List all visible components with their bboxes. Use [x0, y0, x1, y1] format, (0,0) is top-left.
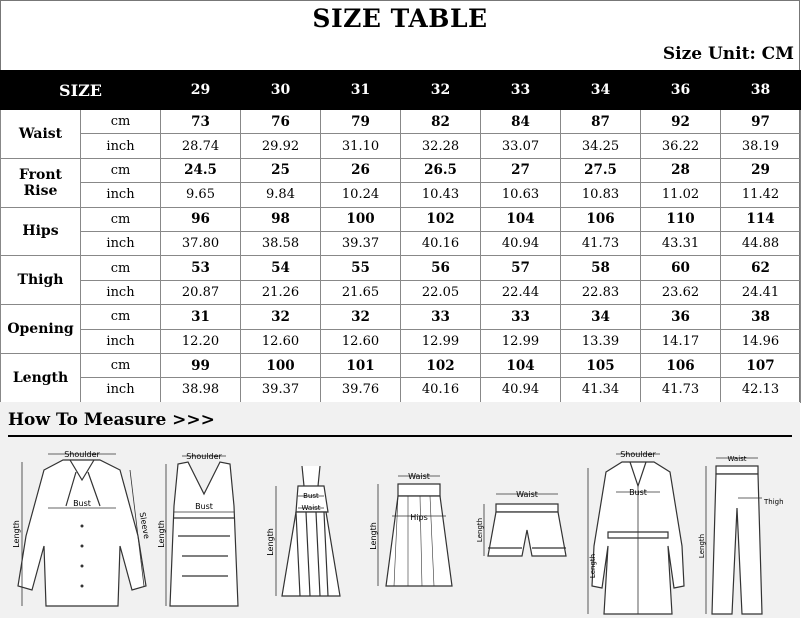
size-column-header: 29 [161, 71, 241, 110]
length-label: Length [698, 533, 706, 559]
size-value-cell: 34 [561, 305, 641, 329]
size-header: SIZE [1, 71, 161, 110]
size-value-cell: 12.20 [161, 329, 241, 353]
size-value-cell: 57 [481, 256, 561, 280]
bust-label: Bust [73, 499, 91, 508]
size-value-cell: 34.25 [561, 134, 641, 158]
table-row [1, 353, 801, 377]
size-value-cell: 12.60 [241, 329, 321, 353]
size-value-cell: 33 [401, 305, 481, 329]
unit-cell: inch [81, 378, 161, 402]
skirt-icon [368, 446, 468, 616]
size-value-cell: 9.65 [161, 183, 241, 207]
size-value-cell: 40.16 [401, 378, 481, 402]
size-value-cell: 20.87 [161, 280, 241, 304]
size-value-cell: 12.99 [401, 329, 481, 353]
size-value-cell: 39.37 [241, 378, 321, 402]
divider [8, 435, 792, 437]
size-column-header: 33 [481, 71, 561, 110]
hips-label: Hips [410, 513, 428, 522]
how-to-measure-title: How To Measure >>> [8, 410, 215, 430]
sleeve-label: Sleeve [137, 511, 152, 540]
size-value-cell: 36.22 [641, 134, 721, 158]
size-value-cell: 9.84 [241, 183, 321, 207]
size-value-cell: 25 [241, 158, 321, 182]
size-value-cell: 32 [241, 305, 321, 329]
how-to-measure-section [0, 402, 800, 618]
unit-cell: inch [81, 280, 161, 304]
table-header-row [1, 71, 801, 110]
size-value-cell: 41.34 [561, 378, 641, 402]
size-value-cell: 22.05 [401, 280, 481, 304]
size-value-cell: 28 [641, 158, 721, 182]
tank-top-icon [158, 446, 250, 616]
table-row [1, 134, 801, 158]
size-value-cell: 55 [321, 256, 401, 280]
unit-cell: cm [81, 353, 161, 377]
size-value-cell: 13.39 [561, 329, 641, 353]
unit-cell: cm [81, 158, 161, 182]
trousers-icon [698, 446, 794, 618]
size-value-cell: 102 [401, 207, 481, 231]
size-value-cell: 24.41 [721, 280, 801, 304]
size-value-cell: 21.26 [241, 280, 321, 304]
table-row [1, 378, 801, 402]
size-value-cell: 38.58 [241, 231, 321, 255]
table-row [1, 110, 801, 134]
size-value-cell: 10.83 [561, 183, 641, 207]
size-value-cell: 10.63 [481, 183, 561, 207]
size-value-cell: 26 [321, 158, 401, 182]
size-unit-label: Size Unit: CM [662, 44, 794, 64]
unit-cell: inch [81, 183, 161, 207]
size-column-header: 30 [241, 71, 321, 110]
size-value-cell: 12.99 [481, 329, 561, 353]
size-value-cell: 27 [481, 158, 561, 182]
size-value-cell: 104 [481, 207, 561, 231]
size-value-cell: 87 [561, 110, 641, 134]
size-value-cell: 33.07 [481, 134, 561, 158]
table-row [1, 256, 801, 280]
unit-cell: cm [81, 207, 161, 231]
measurement-label: Hips [1, 207, 81, 256]
size-value-cell: 42.13 [721, 378, 801, 402]
size-value-cell: 40.94 [481, 378, 561, 402]
size-column-header: 38 [721, 71, 801, 110]
size-value-cell: 106 [561, 207, 641, 231]
table-row [1, 158, 801, 182]
size-value-cell: 44.88 [721, 231, 801, 255]
length-label: Length [157, 520, 166, 548]
thigh-label: Thigh [764, 498, 784, 506]
size-value-cell: 11.02 [641, 183, 721, 207]
length-label: Length [369, 522, 378, 550]
size-value-cell: 38.19 [721, 134, 801, 158]
size-value-cell: 98 [241, 207, 321, 231]
size-value-cell: 82 [401, 110, 481, 134]
unit-cell: inch [81, 231, 161, 255]
size-value-cell: 12.60 [321, 329, 401, 353]
bust-label: Bust [195, 502, 213, 511]
size-value-cell: 76 [241, 110, 321, 134]
unit-cell: cm [81, 305, 161, 329]
size-value-cell: 23.62 [641, 280, 721, 304]
size-value-cell: 100 [241, 353, 321, 377]
size-column-header: 34 [561, 71, 641, 110]
size-value-cell: 27.5 [561, 158, 641, 182]
size-value-cell: 104 [481, 353, 561, 377]
size-value-cell: 33 [481, 305, 561, 329]
size-value-cell: 41.73 [561, 231, 641, 255]
measurement-label: Thigh [1, 256, 81, 305]
size-value-cell: 22.83 [561, 280, 641, 304]
table-row [1, 231, 801, 255]
size-value-cell: 32 [321, 305, 401, 329]
size-value-cell: 38.98 [161, 378, 241, 402]
size-value-cell: 14.17 [641, 329, 721, 353]
size-value-cell: 60 [641, 256, 721, 280]
coat-icon [586, 446, 690, 618]
size-value-cell: 38 [721, 305, 801, 329]
length-label: Length [589, 553, 597, 579]
shoulder-label: Shoulder [620, 450, 656, 459]
size-value-cell: 58 [561, 256, 641, 280]
size-value-cell: 101 [321, 353, 401, 377]
size-value-cell: 31 [161, 305, 241, 329]
waist-label: Waist [727, 455, 747, 463]
size-value-cell: 107 [721, 353, 801, 377]
size-value-cell: 105 [561, 353, 641, 377]
size-value-cell: 31.10 [321, 134, 401, 158]
table-row [1, 305, 801, 329]
size-value-cell: 14.96 [721, 329, 801, 353]
size-value-cell: 54 [241, 256, 321, 280]
size-value-cell: 110 [641, 207, 721, 231]
size-value-cell: 40.16 [401, 231, 481, 255]
size-value-cell: 97 [721, 110, 801, 134]
size-value-cell: 37.80 [161, 231, 241, 255]
size-value-cell: 56 [401, 256, 481, 280]
unit-cell: inch [81, 329, 161, 353]
table-row [1, 329, 801, 353]
size-column-header: 32 [401, 71, 481, 110]
size-value-cell: 28.74 [161, 134, 241, 158]
length-label: Length [12, 520, 21, 548]
size-value-cell: 53 [161, 256, 241, 280]
size-value-cell: 114 [721, 207, 801, 231]
size-value-cell: 92 [641, 110, 721, 134]
size-value-cell: 84 [481, 110, 561, 134]
table-row [1, 207, 801, 231]
shorts-icon [478, 446, 574, 616]
size-value-cell: 24.5 [161, 158, 241, 182]
page-title: SIZE TABLE [312, 4, 488, 33]
size-column-header: 36 [641, 71, 721, 110]
size-value-cell: 29.92 [241, 134, 321, 158]
size-value-cell: 32.28 [401, 134, 481, 158]
size-value-cell: 10.24 [321, 183, 401, 207]
measurement-label: Length [1, 353, 81, 402]
size-value-cell: 39.37 [321, 231, 401, 255]
measurement-label: Waist [1, 110, 81, 159]
unit-cell: cm [81, 256, 161, 280]
size-value-cell: 106 [641, 353, 721, 377]
size-value-cell: 79 [321, 110, 401, 134]
size-value-cell: 100 [321, 207, 401, 231]
size-column-header: 31 [321, 71, 401, 110]
bust-label: Bust [303, 492, 319, 500]
size-value-cell: 62 [721, 256, 801, 280]
waist-label: Waist [516, 490, 538, 499]
unit-cell: cm [81, 110, 161, 134]
unit-cell: inch [81, 134, 161, 158]
length-label: Length [266, 528, 275, 556]
size-value-cell: 102 [401, 353, 481, 377]
waist-label: Waist [408, 472, 430, 481]
size-value-cell: 22.44 [481, 280, 561, 304]
size-value-cell: 10.43 [401, 183, 481, 207]
length-label: Length [476, 517, 484, 543]
size-value-cell: 96 [161, 207, 241, 231]
shoulder-label: Shoulder [186, 452, 222, 461]
size-value-cell: 73 [161, 110, 241, 134]
size-value-cell: 41.73 [641, 378, 721, 402]
measurement-label: Front Rise [1, 158, 81, 207]
measurement-label: Opening [1, 305, 81, 354]
dress-icon [262, 446, 360, 616]
table-row [1, 183, 801, 207]
size-value-cell: 26.5 [401, 158, 481, 182]
size-value-cell: 36 [641, 305, 721, 329]
size-value-cell: 99 [161, 353, 241, 377]
size-value-cell: 39.76 [321, 378, 401, 402]
table-row [1, 280, 801, 304]
shoulder-label: Shoulder [64, 450, 100, 459]
blouse-icon [8, 446, 156, 616]
waist-label: Waist [301, 504, 321, 512]
size-value-cell: 11.42 [721, 183, 801, 207]
size-value-cell: 40.94 [481, 231, 561, 255]
bust-label: Bust [629, 488, 647, 497]
size-table [0, 70, 801, 403]
size-value-cell: 21.65 [321, 280, 401, 304]
size-value-cell: 29 [721, 158, 801, 182]
size-value-cell: 43.31 [641, 231, 721, 255]
